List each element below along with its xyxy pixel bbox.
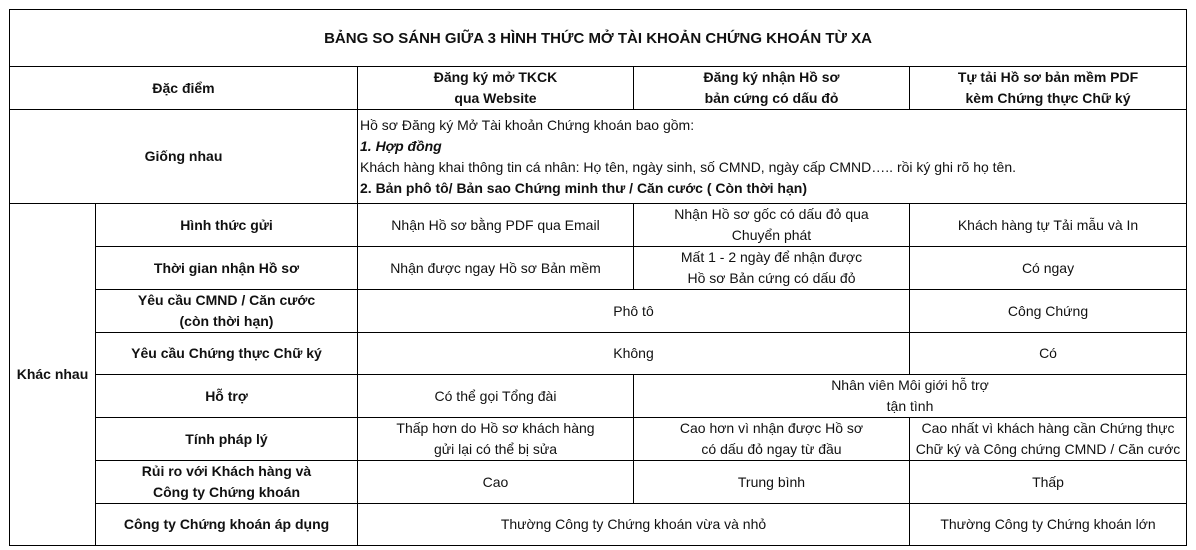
row-time [10, 247, 1187, 290]
row-legal-hardcopy [634, 418, 910, 461]
row-time-hardcopy [634, 247, 910, 290]
row-support-hardcopy-pdf [634, 375, 1187, 418]
row-id-label [96, 290, 358, 333]
header-row [10, 67, 1187, 110]
row-legal-label: Tính pháp lý [96, 418, 358, 461]
row-risk-label-line-2: Công ty Chứng khoán [152, 484, 300, 500]
row-signature-website-hardcopy: Không [358, 333, 910, 375]
row-send-hardcopy [634, 204, 910, 247]
similar-item-contract: 1. Hợp đồng [360, 137, 442, 154]
row-send-hardcopy-line-2: Chuyển phát [731, 227, 812, 243]
row-legal [10, 418, 1187, 461]
row-risk [10, 461, 1187, 504]
row-id-label-line-2: (còn thời hạn) [179, 313, 274, 329]
header-hardcopy-line-2: bản cứng có dấu đỏ [704, 90, 839, 106]
header-feature: Đặc điểm [10, 67, 358, 110]
header-pdf [910, 67, 1187, 110]
row-id-label-line-1: Yêu cầu CMND / Căn cước [137, 292, 316, 308]
similar-contract-detail: Khách hàng khai thông tin cá nhân: Họ tên, ngày sinh, số CMND, ngày cấp CMND….. rồi ký ghi rõ họ tên. [360, 158, 1017, 175]
title-row [10, 10, 1187, 67]
header-hardcopy [634, 67, 910, 110]
row-support-line-2: tận tình [886, 398, 934, 414]
table-title: BẢNG SO SÁNH GIỮA 3 HÌNH THỨC MỞ TÀI KHOẢN CHỨNG KHOÁN TỪ XA [10, 10, 1187, 67]
row-legal-hardcopy-line-1: Cao hơn vì nhận được Hồ sơ [679, 420, 864, 436]
header-website [358, 67, 634, 110]
differences-label: Khác nhau [10, 204, 96, 546]
row-applied-pdf: Thường Công ty Chứng khoán lớn [910, 504, 1187, 546]
row-time-hardcopy-line-2: Hồ sơ Bản cứng có dấu đỏ [687, 270, 856, 286]
header-pdf-line-1: Tự tải Hồ sơ bản mềm PDF [957, 69, 1139, 85]
similar-row [10, 110, 1187, 204]
row-time-label: Thời gian nhận Hồ sơ [96, 247, 358, 290]
row-id-website-hardcopy: Phô tô [358, 290, 910, 333]
row-legal-pdf-line-1: Cao nhất vì khách hàng cần Chứng thực [921, 420, 1175, 436]
row-send-website: Nhận Hồ sơ bằng PDF qua Email [358, 204, 634, 247]
row-support [10, 375, 1187, 418]
row-support-website: Có thể gọi Tổng đài [358, 375, 634, 418]
row-time-hardcopy-line-1: Mất 1 - 2 ngày để nhận được [680, 249, 863, 265]
row-risk-label [96, 461, 358, 504]
row-legal-website-line-1: Thấp hơn do Hồ sơ khách hàng [396, 420, 595, 436]
row-support-line-1: Nhân viên Môi giới hỗ trợ [831, 377, 989, 393]
row-risk-pdf: Thấp [910, 461, 1187, 504]
row-id [10, 290, 1187, 333]
similar-item-id-copy: 2. Bản phô tô/ Bản sao Chứng minh thư / Căn cước ( Còn thời hạn) [360, 179, 807, 196]
row-send-label: Hình thức gửi [96, 204, 358, 247]
row-risk-label-line-1: Rủi ro với Khách hàng và [141, 463, 312, 479]
row-applied [10, 504, 1187, 546]
row-time-website: Nhận được ngay Hồ sơ Bản mềm [358, 247, 634, 290]
comparison-table [9, 9, 1187, 546]
row-send-pdf: Khách hàng tự Tải mẫu và In [910, 204, 1187, 247]
row-signature-pdf: Có [910, 333, 1187, 375]
row-applied-label: Công ty Chứng khoán áp dụng [96, 504, 358, 546]
row-signature-label: Yêu cầu Chứng thực Chữ ký [96, 333, 358, 375]
row-support-label: Hỗ trợ [96, 375, 358, 418]
header-hardcopy-line-1: Đăng ký nhận Hồ sơ [703, 69, 840, 85]
similar-intro: Hồ sơ Đăng ký Mở Tài khoản Chứng khoán bao gồm: [360, 116, 695, 133]
row-legal-hardcopy-line-2: có dấu đỏ ngay từ đầu [701, 441, 842, 457]
row-risk-website: Cao [358, 461, 634, 504]
row-send-hardcopy-line-1: Nhận Hồ sơ gốc có dấu đỏ qua [674, 206, 869, 222]
similar-content [358, 110, 1187, 204]
similar-label: Giống nhau [10, 110, 358, 204]
row-time-pdf: Có ngay [910, 247, 1187, 290]
header-website-line-2: qua Website [454, 90, 537, 106]
row-send [10, 204, 1187, 247]
row-legal-website-line-2: gửi lại có thể bị sửa [433, 441, 558, 457]
row-legal-pdf-line-2: Chữ ký và Công chứng CMND / Căn cước [915, 441, 1181, 457]
row-signature [10, 333, 1187, 375]
row-legal-pdf [910, 418, 1187, 461]
header-pdf-line-2: kèm Chứng thực Chữ ký [965, 90, 1131, 106]
row-risk-hardcopy: Trung bình [634, 461, 910, 504]
row-id-pdf: Công Chứng [910, 290, 1187, 333]
row-legal-website [358, 418, 634, 461]
row-applied-website-hardcopy: Thường Công ty Chứng khoán vừa và nhỏ [358, 504, 910, 546]
header-website-line-1: Đăng ký mở TKCK [433, 69, 558, 85]
